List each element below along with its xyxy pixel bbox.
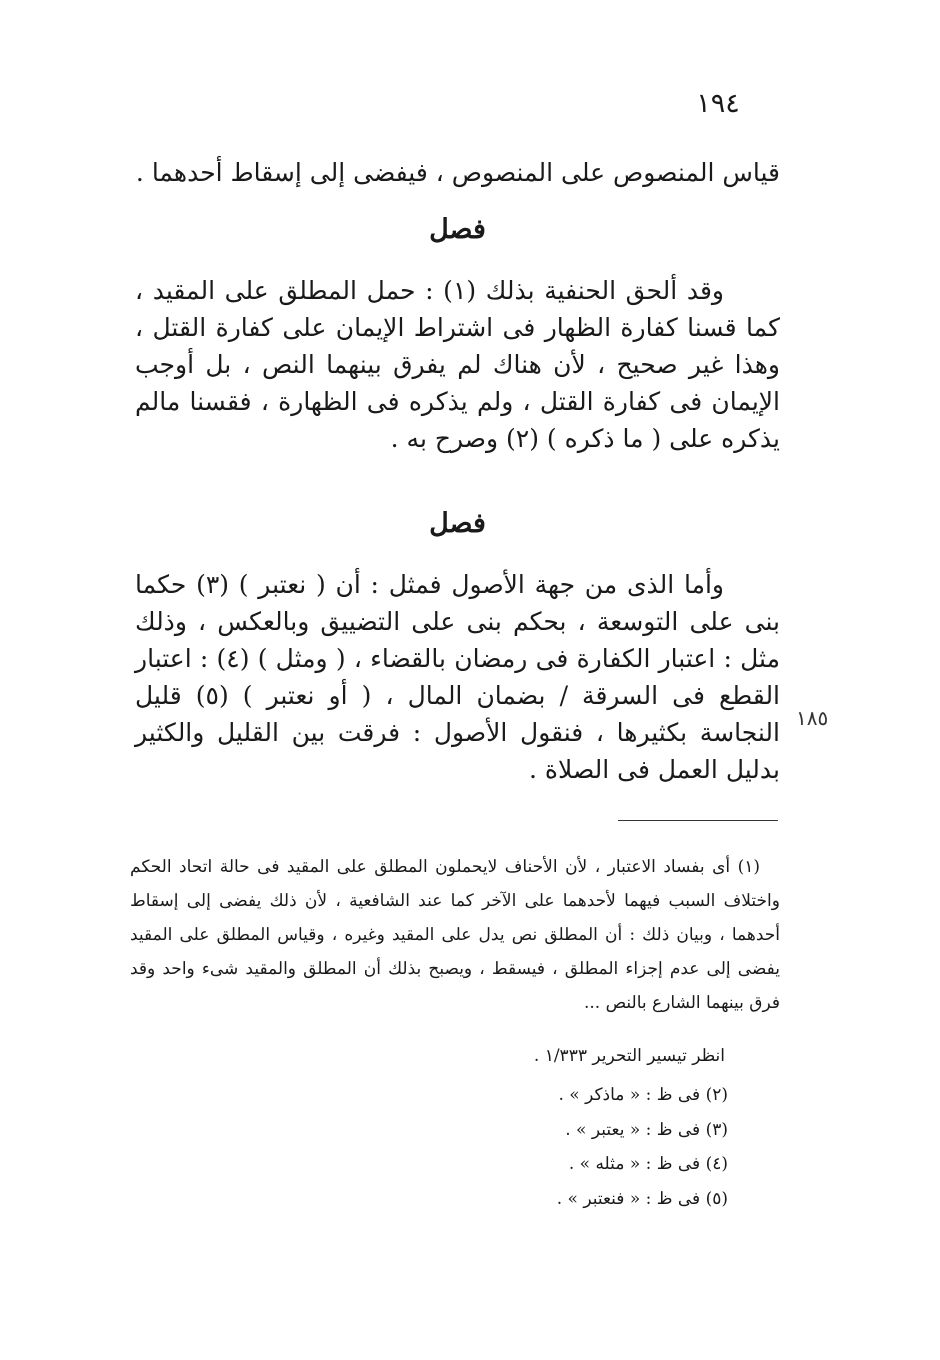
- footnote-variant: (٢) فى ظ : « ماذكر » .: [558, 1085, 728, 1105]
- footnote-1: (١) أى بفساد الاعتبار ، لأن الأحناف لايحملون المطلق على المقيد فى حالة اتحاد الحكم واختلاف السبب فيهما لأحدهما على الآخر كما عند الشافعية ، لأن ذلك يفضى إلى إسقاط أحدهما ، وبيان ذلك : أن المطلق نص يدل على المقيد وغيره ، وقياس المطلق على المقيد يفضى إلى عدم إجزاء المطلق ، فيسقط ، ويصبح بذلك أن المطلق والمقيد شىء واحد وقد فرق بينهما الشارع بالنص ...: [130, 857, 780, 1013]
- continuation-line: قياس المنصوص على المنصوص ، فيفضى إلى إسقاط أحدهما .: [135, 158, 780, 187]
- section-paragraph: وقد ألحق الحنفية بذلك (١) : حمل المطلق على المقيد ، كما قسنا كفارة الظهار فى اشتراط الإيمان على كفارة القتل ، وهذا غير صحيح ، لأن هناك لم يفرق بينهما النص ، بل أوجب الإيمان فى كفارة القتل ، ولم يذكره فى الظهارة ، فقسنا مالم يذكره على ( ما ذكره ) (٢) وصرح به .: [135, 276, 780, 453]
- section-paragraph: وأما الذى من جهة الأصول فمثل : أن ( نعتبر ) (٣) حكما بنى على التوسعة ، بحكم بنى على التضييق وبالعكس ، وذلك مثل : اعتبار الكفارة فى رمضان بالقضاء ، ( ومثل ) (٤) : اعتبار القطع فى السرقة / بضمان المال ، ( أو نعتبر ) (٥) قليل النجاسة بكثيرها ، فنقول الأصول : فرقت بين القليل والكثير بدليل العمل فى الصلاة .: [135, 570, 781, 784]
- footnote-variant: (٣) فى ظ : « يعتبر » .: [565, 1119, 728, 1140]
- footnote-variant: (٤) فى ظ : « مثله » .: [568, 1154, 728, 1174]
- footnote-variant: (٥) فى ظ : « فنعتبر » .: [556, 1188, 728, 1209]
- page-number: ١٩٤: [696, 88, 740, 119]
- footnote-divider: [618, 820, 778, 821]
- footnote-1-reference: انظر تيسير التحرير ١/٣٣٣ .: [533, 1046, 725, 1066]
- section-heading: فصل: [429, 508, 486, 539]
- margin-page-reference: ١٨٥: [796, 706, 829, 730]
- section-heading: فصل: [429, 214, 486, 245]
- footnote-variants-list: [557, 1078, 728, 1216]
